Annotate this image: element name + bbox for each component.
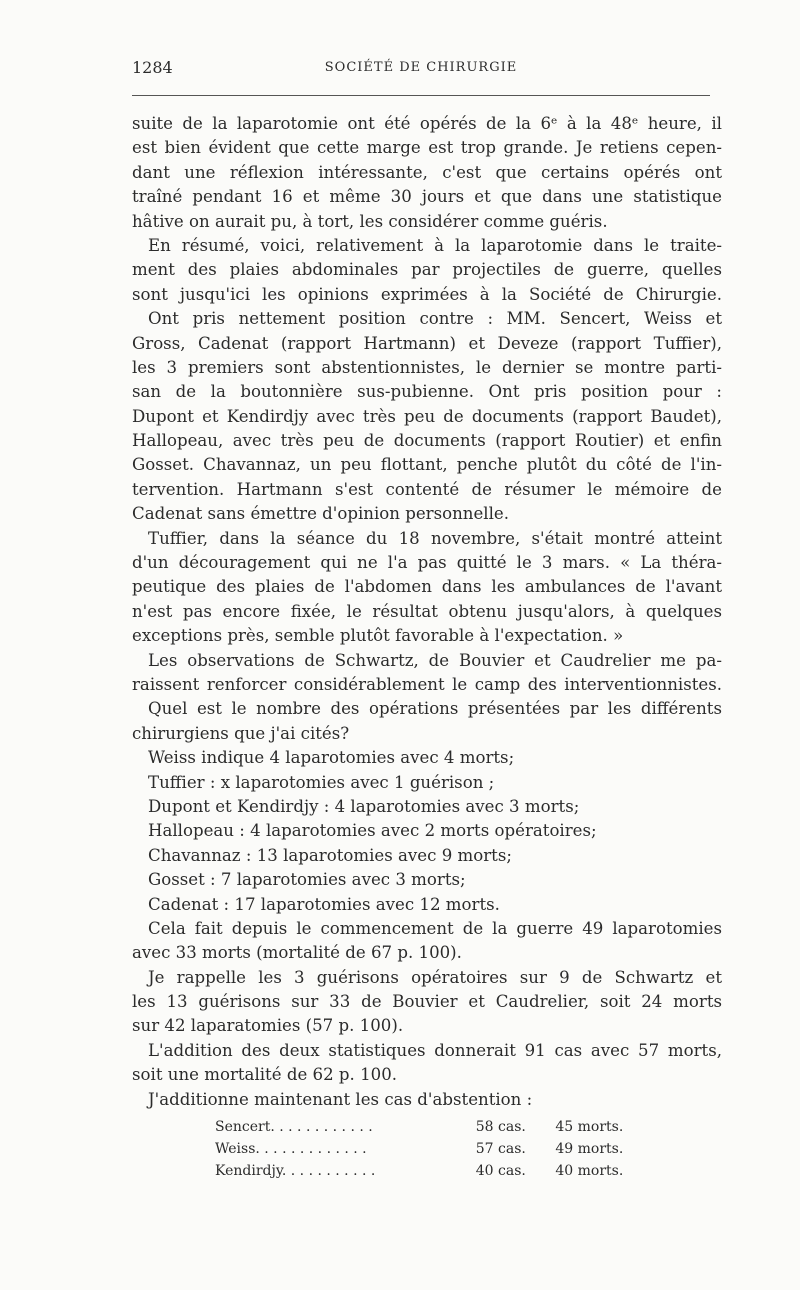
text-line: Gosset. Chavannaz, un peu flottant, penche plutôt du côté de l'in- bbox=[132, 455, 722, 475]
text-line: Tuffier, dans la séance du 18 novembre, s'était montré atteint bbox=[148, 528, 722, 548]
table-row bbox=[215, 1138, 635, 1160]
text-line: soit une mortalité de 62 p. 100. bbox=[132, 1065, 398, 1085]
text-line: est bien évident que cette marge est trop grande. Je retiens cepen- bbox=[132, 138, 722, 158]
surgeon-name: Weiss. . . . . . . . . . . . . bbox=[215, 1141, 367, 1157]
text-line: Quel est le nombre des opérations présentées par les différents bbox=[148, 699, 722, 719]
case-count: 57 cas. bbox=[475, 1141, 526, 1157]
text-line: Les observations de Schwartz, de Bouvier et Caudrelier me pa- bbox=[148, 650, 722, 670]
header-rule bbox=[132, 95, 710, 96]
text-line: traîné pendant 16 et même 30 jours et que dans une statistique bbox=[132, 187, 722, 207]
text-line: Weiss indique 4 laparotomies avec 4 morts; bbox=[148, 748, 515, 768]
text-line: les 3 premiers sont abstentionnistes, le dernier se montre parti- bbox=[132, 357, 722, 377]
text-line: J'additionne maintenant les cas d'abstention : bbox=[148, 1089, 533, 1109]
text-line: san de la boutonnière sus-pubienne. Ont pris position pour : bbox=[132, 382, 722, 402]
text-line: sur 42 laparatomies (57 p. 100). bbox=[132, 1016, 404, 1036]
text-line: sont jusqu'ici les opinions exprimées à la Société de Chirurgie. bbox=[132, 284, 722, 304]
text-line: peutique des plaies de l'abdomen dans les ambulances de l'avant bbox=[132, 577, 722, 597]
text-line: Hallopeau : 4 laparotomies avec 2 morts opératoires; bbox=[148, 821, 597, 841]
text-line: Gross, Cadenat (rapport Hartmann) et Deveze (rapport Tuffier), bbox=[132, 333, 722, 353]
text-line: Hallopeau, avec très peu de documents (rapport Routier) et enfin bbox=[132, 431, 722, 451]
text-line: n'est pas encore fixée, le résultat obtenu jusqu'alors, à quelques bbox=[132, 601, 722, 621]
case-count: 58 cas. bbox=[475, 1119, 526, 1135]
text-line: chirurgiens que j'ai cités? bbox=[132, 723, 350, 743]
text-line: d'un découragement qui ne l'a pas quitté le 3 mars. « La théra- bbox=[132, 553, 722, 573]
text-line: Ont pris nettement position contre : MM. Sencert, Weiss et bbox=[148, 309, 722, 329]
text-line: suite de la laparotomie ont été opérés de la 6ᵉ à la 48ᵉ heure, il bbox=[132, 114, 722, 133]
table-row bbox=[215, 1116, 635, 1138]
running-title: SOCIÉTÉ DE CHIRURGIE bbox=[324, 60, 518, 75]
text-line: exceptions près, semble plutôt favorable à l'expectation. » bbox=[132, 626, 624, 646]
text-line: En résumé, voici, relativement à la laparotomie dans le traite- bbox=[148, 235, 722, 255]
text-line: Je rappelle les 3 guérisons opératoires sur 9 de Schwartz et bbox=[148, 967, 722, 987]
text-line: Cadenat : 17 laparotomies avec 12 morts. bbox=[148, 894, 500, 914]
page-number: 1284 bbox=[132, 58, 173, 77]
text-line: hâtive on aurait pu, à tort, les considérer comme guéris. bbox=[132, 211, 608, 231]
text-line: ment des plaies abdominales par projectiles de guerre, quelles bbox=[132, 260, 722, 280]
text-line: Tuffier : x laparotomies avec 1 guérison ; bbox=[148, 772, 495, 792]
text-line: les 13 guérisons sur 33 de Bouvier et Caudrelier, soit 24 morts bbox=[132, 992, 722, 1012]
abstention-table bbox=[215, 1116, 635, 1182]
text-line: raissent renforcer considérablement le camp des interventionnistes. bbox=[132, 674, 722, 694]
case-count: 40 cas. bbox=[475, 1163, 526, 1179]
body-text bbox=[132, 112, 722, 1112]
text-line: Chavannaz : 13 laparotomies avec 9 morts; bbox=[148, 845, 512, 865]
text-line: Dupont et Kendirdjy : 4 laparotomies avec 3 morts; bbox=[148, 796, 580, 816]
text-line: tervention. Hartmann s'est contenté de résumer le mémoire de bbox=[132, 479, 722, 499]
surgeon-name: Kendirdjy. . . . . . . . . . . bbox=[215, 1163, 376, 1179]
text-line: Cadenat sans émettre d'opinion personnelle. bbox=[132, 504, 510, 524]
table-row bbox=[215, 1160, 635, 1182]
text-line: Dupont et Kendirdjy avec très peu de documents (rapport Baudet), bbox=[132, 406, 722, 426]
text-line: Cela fait depuis le commencement de la guerre 49 laparotomies bbox=[148, 918, 722, 938]
page-header bbox=[132, 58, 710, 84]
death-count: 40 morts. bbox=[555, 1163, 624, 1179]
text-line: L'addition des deux statistiques donnerait 91 cas avec 57 morts, bbox=[148, 1040, 722, 1060]
surgeon-name: Sencert. . . . . . . . . . . . bbox=[215, 1119, 373, 1135]
death-count: 49 morts. bbox=[555, 1141, 624, 1157]
death-count: 45 morts. bbox=[555, 1119, 624, 1135]
text-line: dant une réflexion intéressante, c'est que certains opérés ont bbox=[132, 162, 722, 182]
text-line: Gosset : 7 laparotomies avec 3 morts; bbox=[148, 870, 466, 890]
text-line: avec 33 morts (mortalité de 67 p. 100). bbox=[132, 943, 462, 963]
